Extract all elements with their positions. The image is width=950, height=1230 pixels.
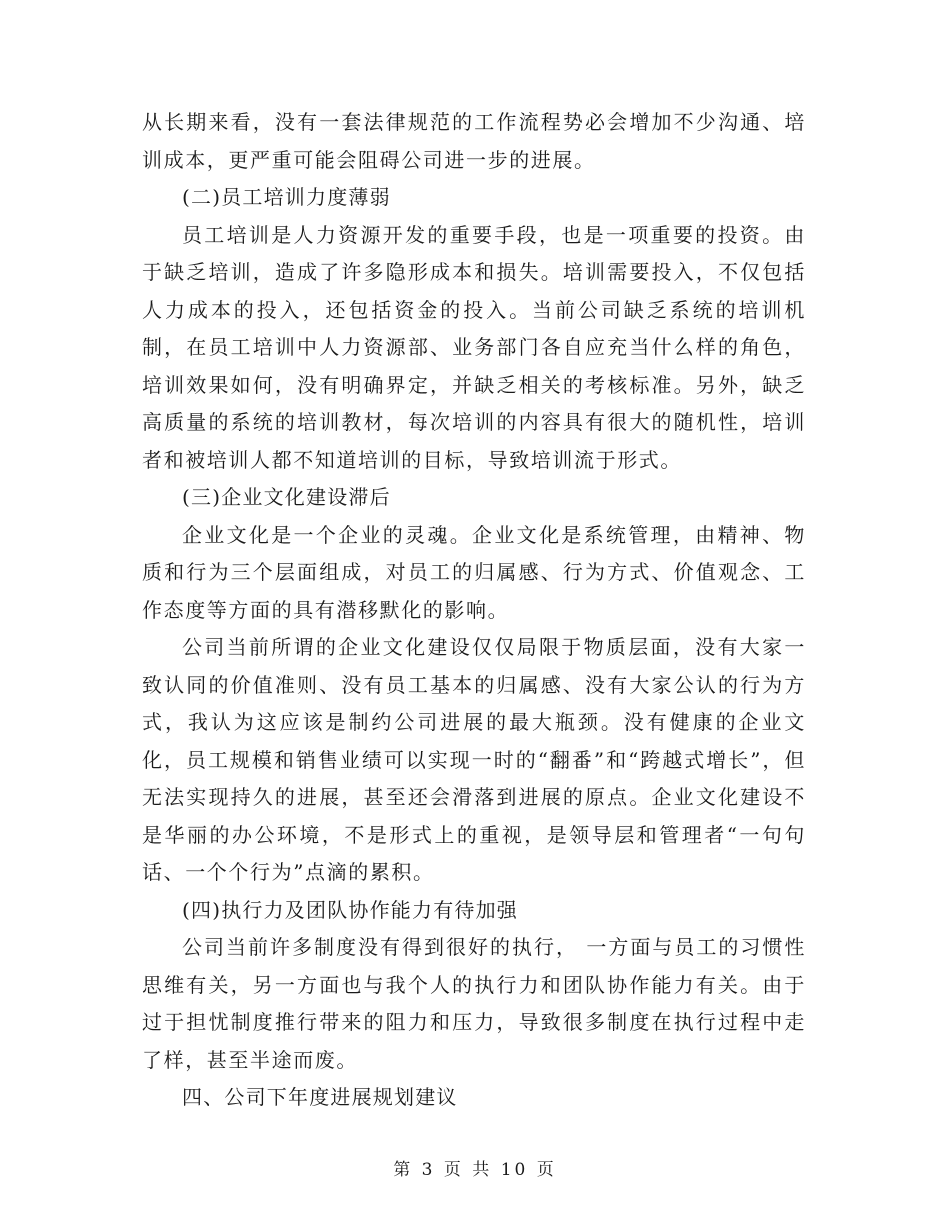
section-heading-execution: (四)执行力及团队协作能力有待加强 bbox=[182, 897, 519, 922]
paragraph-execution: 公司当前许多制度没有得到很好的执行， 一方面与员工的习惯性思维有关，另一方面也与我个人的执行力和团队协作能力有关。由于过于担忧制度推行带来的阻力和压力，导致很多制度在执行过程中走了样，甚至半途而废。 bbox=[142, 935, 806, 1072]
section-heading-training: (二)员工培训力度薄弱 bbox=[182, 185, 391, 209]
paragraph-culture-detail: 公司当前所谓的企业文化建设仅仅局限于物质层面，没有大家一致认同的价值准则、没有员工基本的归属感、没有大家公认的行为方式，我认为这应该是制约公司进展的最大瓶颈。没有健康的企业文化，员工规模和销售业绩可以实现一时的“翻番”和“跨越式增长”，但无法实现持久的进展，甚至还会滑落到进展的原点。企业文化建设不是华丽的办公环境，不是形式上的重视，是领导层和管理者“一句句话、一个个行为”点滴的累积。 bbox=[142, 635, 806, 884]
paragraph-continuation: 从长期来看，没有一套法律规范的工作流程势必会增加不少沟通、培训成本，更严重可能会阻碍公司进一步的进展。 bbox=[142, 110, 806, 172]
page-number-footer: 第 3 页 共 10 页 bbox=[393, 1160, 557, 1180]
document-body bbox=[142, 104, 806, 1117]
paragraph-culture-intro: 企业文化是一个企业的灵魂。企业文化是系统管理，由精神、物质和行为三个层面组成，对员工的归属感、行为方式、价值观念、工作态度等方面的具有潜移默化的影响。 bbox=[142, 522, 806, 622]
paragraph-training: 员工培训是人力资源开发的重要手段，也是一项重要的投资。由于缺乏培训，造成了许多隐形成本和损失。培训需要投入，不仅包括人力成本的投入，还包括资金的投入。当前公司缺乏系统的培训机制，在员工培训中人力资源部、业务部门各自应充当什么样的角色，培训效果如何，没有明确界定，并缺乏相关的考核标准。另外，缺乏高质量的系统的培训教材，每次培训的内容具有很大的随机性，培训者和被培训人都不知道培训的目标，导致培训流于形式。 bbox=[142, 222, 806, 472]
section-heading-culture: (三)企业文化建设滞后 bbox=[182, 485, 391, 509]
section-heading-plan: 四、公司下年度进展规划建议 bbox=[182, 1085, 458, 1109]
